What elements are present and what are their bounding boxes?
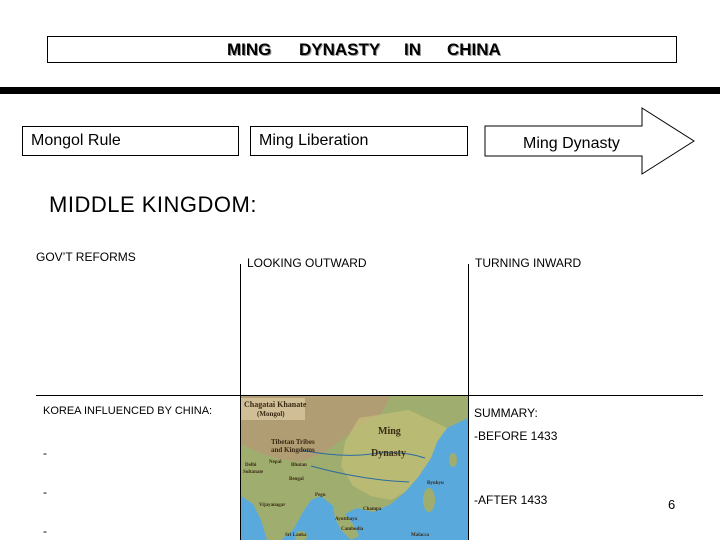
map-graphic — [241, 396, 468, 540]
map-label-tibetan-1: Tibetan Tribes — [271, 438, 315, 446]
map-label-nepal: Nepal — [269, 460, 282, 465]
map-label-mongol: (Mongol) — [257, 410, 285, 418]
map-label-cambodia: Cambodia — [341, 527, 364, 532]
map-label-tibetan-2: and Kingdoms — [271, 446, 315, 454]
title-word-china: CHINA — [447, 40, 501, 59]
flow-arrow-label: Ming Dynasty — [523, 135, 620, 152]
section-heading: MIDDLE KINGDOM: — [49, 192, 257, 217]
korea-bullet-3: - — [43, 524, 47, 538]
summary-before-1433: -BEFORE 1433 — [474, 429, 558, 443]
korea-bullet-2: - — [43, 485, 47, 499]
flow-box-ming-liberation: Ming Liberation — [250, 126, 468, 156]
column-label-looking-outward: LOOKING OUTWARD — [247, 256, 367, 270]
map-island-ryukyu — [449, 453, 457, 467]
ming-territory-map — [241, 396, 468, 540]
korea-bullet-1: - — [43, 446, 47, 460]
map-label-bhutan: Bhutan — [291, 463, 307, 468]
map-label-dynasty: Dynasty — [371, 448, 407, 459]
title-word-in: IN — [404, 40, 421, 59]
map-label-ryukyu: Ryukyu — [427, 481, 444, 486]
map-label-pegu: Pegu — [315, 493, 326, 498]
flow-arrow-ming-dynasty — [480, 104, 700, 178]
column-divider-right — [468, 264, 469, 540]
flow-box-mongol-rule: Mongol Rule — [22, 126, 239, 156]
column-label-turning-inward: TURNING INWARD — [475, 256, 582, 270]
map-island-luzon — [423, 488, 435, 512]
title-word-ming: MING — [227, 40, 272, 59]
summary-heading: SUMMARY: — [474, 406, 538, 420]
map-label-malacca: Malacca — [411, 533, 430, 538]
summary-after-1433: -AFTER 1433 — [474, 493, 548, 507]
map-label-sultanate: Sultanate — [243, 470, 264, 475]
divider-bar — [0, 87, 720, 94]
map-label-bengal: Bengal — [289, 477, 304, 482]
column-label-govt-reforms: GOV’T REFORMS — [36, 250, 136, 264]
map-label-chagatai: Chagatai Khanate — [244, 400, 307, 409]
map-label-delhi: Delhi — [245, 463, 257, 468]
map-label-ayutthaya: Ayutthaya — [335, 517, 358, 522]
map-label-sri-lanka: Sri Lanka — [285, 533, 307, 538]
map-label-vijayanagar: Vijayanagar — [259, 503, 286, 508]
map-label-champa: Champa — [363, 507, 382, 512]
korea-heading: KOREA INFLUENCED BY CHINA: — [43, 405, 213, 417]
page-number: 6 — [668, 497, 676, 512]
title-word-dynasty: DYNASTY — [299, 40, 381, 59]
map-label-ming: Ming — [378, 426, 401, 437]
